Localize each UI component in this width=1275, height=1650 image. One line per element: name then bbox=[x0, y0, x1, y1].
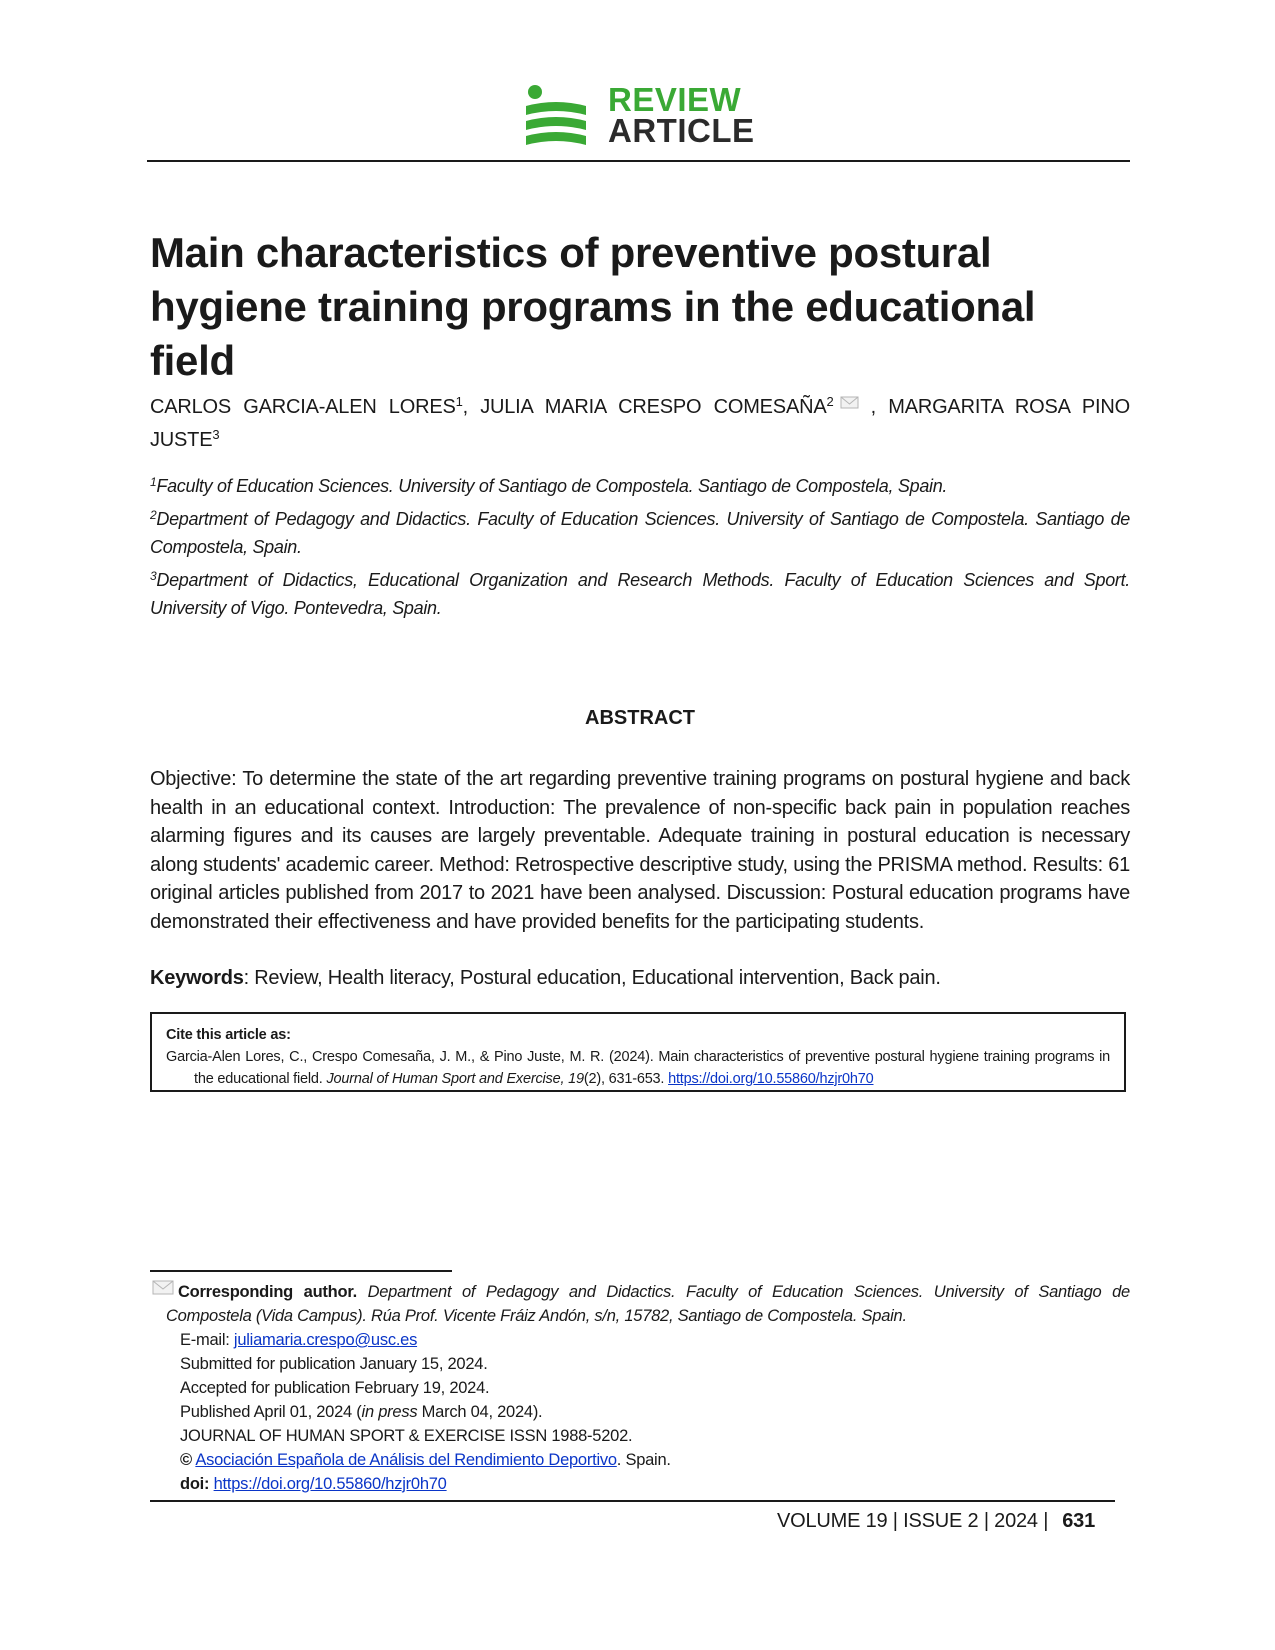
corresponding-footnote bbox=[135, 1280, 1130, 1496]
email-label: E-mail: bbox=[180, 1331, 234, 1349]
email-line bbox=[135, 1328, 1130, 1352]
email-link[interactable]: juliamaria.crespo@usc.es bbox=[233, 1331, 418, 1349]
affiliation-item bbox=[150, 472, 1130, 500]
in-press-label: in press bbox=[361, 1403, 418, 1421]
author-name: JULIA MARIA CRESPO COMESAÑA bbox=[480, 396, 827, 418]
abstract-heading: ABSTRACT bbox=[585, 707, 695, 729]
publisher-link[interactable]: Asociación Española de Análisis del Rendimiento Deportivo bbox=[195, 1451, 617, 1469]
author-name: CARLOS GARCIA-ALEN LORES bbox=[150, 396, 456, 418]
envelope-icon[interactable] bbox=[840, 396, 859, 409]
logo-line-article: ARTICLE bbox=[608, 112, 755, 149]
logo-text bbox=[608, 81, 755, 149]
citation-box bbox=[150, 1012, 1126, 1092]
author-name: MARGARITA ROSA PINO JUSTE bbox=[150, 396, 1130, 451]
keywords-label: Keywords bbox=[150, 967, 244, 989]
citation-text bbox=[166, 1046, 1110, 1090]
footnote-separator bbox=[150, 1270, 452, 1272]
page-footer bbox=[777, 1510, 1095, 1533]
corresponding-author-line bbox=[135, 1280, 1130, 1328]
published-before: Published April 01, 2024 ( bbox=[180, 1403, 362, 1421]
corresponding-label: Corresponding author. bbox=[178, 1283, 357, 1301]
keywords-text: : Review, Health literacy, Postural education, Educational intervention, Back pain. bbox=[243, 967, 941, 989]
article-title: Main characteristics of preventive postural hygiene training programs in the educational field bbox=[150, 229, 1036, 384]
keywords-line bbox=[150, 964, 1130, 992]
footer-rule bbox=[150, 1500, 1115, 1502]
abstract-body: Objective: To determine the state of the art regarding preventive training programs on postural hygiene and back health in an educational context. Introduction: The prevalence of non-specific back pain in population reaches alarming figures and its causes are largely preventable. Adequate training in postural education is necessary along students' academic career. Method: Retrospective descriptive study, using the PRISMA method. Results: 61 original articles published from 2017 to 2021 have been analysed. Discussion: Postural education programs have demonstrated their effectiveness and have provided benefits for the participating students. bbox=[150, 768, 1130, 933]
published-date bbox=[135, 1400, 1130, 1424]
affiliation-list bbox=[150, 472, 1130, 627]
affiliation-item bbox=[150, 566, 1130, 622]
review-article-logo bbox=[526, 81, 756, 149]
author-affil-marker: 2 bbox=[826, 394, 834, 409]
copyright-line bbox=[135, 1448, 1130, 1472]
affiliation-text: Faculty of Education Sciences. University of Santiago de Compostela. Santiago de Compostela, Spain. bbox=[156, 476, 948, 496]
header-rule bbox=[147, 160, 1130, 162]
submitted-date: Submitted for publication January 15, 2024. bbox=[180, 1355, 488, 1373]
corresponding-address: Department of Pedagogy and Didactics. Faculty of Education Sciences. University of Santiago de Compostela (Vida Campus). Rúa Prof. Vicente Fráiz Andón, s/n, 15782, Santiago de Compostela. Spain. bbox=[166, 1283, 1130, 1325]
affiliation-number: 1 bbox=[150, 475, 157, 489]
affiliation-number: 2 bbox=[150, 508, 157, 522]
doi-link[interactable]: https://doi.org/10.55860/hzjr0h70 bbox=[213, 1475, 447, 1493]
affiliation-text: Department of Pedagogy and Didactics. Faculty of Education Sciences. University of Santiago de Compostela. Santiago de Compostela, Spain. bbox=[150, 509, 1130, 557]
copyright-symbol: © bbox=[180, 1451, 192, 1469]
author-list: CARLOS GARCIA-ALEN LORES$^1$, JULIA MARIA CRESPO COMESAÑA$^2$ , MARGARITA ROSA PINO JUSTE$^3$ bbox=[150, 394, 1130, 451]
accepted-date: Accepted for publication February 19, 2024. bbox=[180, 1379, 490, 1397]
volume-info: VOLUME 19 | ISSUE 2 | 2024 | bbox=[776, 1510, 1049, 1532]
page-number: 631 bbox=[1062, 1510, 1095, 1532]
doi-label: doi: bbox=[180, 1475, 210, 1493]
author-affil-marker: 1 bbox=[455, 394, 463, 409]
envelope-icon bbox=[152, 1280, 174, 1295]
affiliation-item bbox=[150, 505, 1130, 561]
affiliation-text: Department of Didactics, Educational Organization and Research Methods. Faculty of Education Sciences and Sport. University of Vigo. Pontevedra, Spain. bbox=[150, 570, 1130, 618]
author-affil-marker: 3 bbox=[212, 427, 220, 442]
doi-line bbox=[135, 1472, 1130, 1496]
citation-journal: Journal of Human Sport and Exercise, 19 bbox=[326, 1071, 584, 1087]
citation-doi-link[interactable]: https://doi.org/10.55860/hzjr0h70 bbox=[668, 1071, 874, 1087]
publisher-country: . Spain. bbox=[616, 1451, 671, 1469]
citation-label: Cite this article as: bbox=[166, 1027, 291, 1043]
citation-reference: Garcia-Alen Lores, C., Crespo Comesaña, J. M., & Pino Juste, M. R. (2024). Main characteristics of preventive postural hygiene training programs in the educational field. bbox=[166, 1049, 1110, 1087]
citation-issue-pages: (2), 631-653. bbox=[583, 1071, 669, 1087]
logo-stripes-icon bbox=[526, 84, 586, 148]
affiliation-number: 3 bbox=[150, 569, 157, 583]
logo-line-review: REVIEW bbox=[608, 81, 742, 118]
journal-issn: JOURNAL OF HUMAN SPORT & EXERCISE ISSN 1988-5202. bbox=[180, 1427, 633, 1445]
published-after: March 04, 2024). bbox=[417, 1403, 543, 1421]
